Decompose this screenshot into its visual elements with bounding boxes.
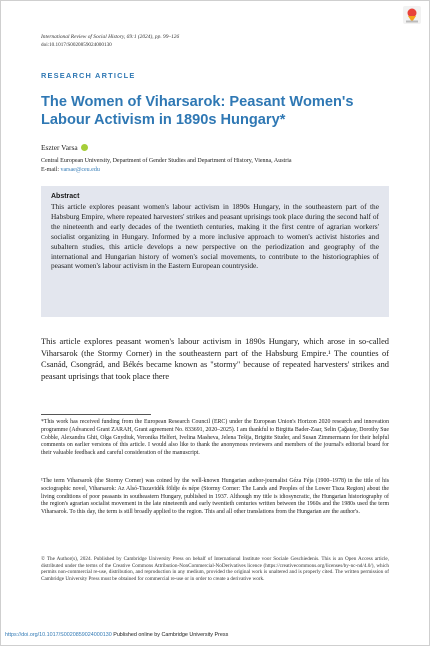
author-affiliation: Central European University, Department of Gender Studies and Department of History, Vienna, Austria [41, 158, 292, 164]
abstract-box [41, 186, 389, 317]
author-email-line [41, 167, 100, 173]
email-label: E-mail: [41, 167, 59, 173]
email-link[interactable]: varsae@ceu.edu [60, 167, 100, 173]
orcid-icon[interactable] [81, 144, 88, 151]
copyright-notice: © The Author(s), 2024. Published by Cambridge University Press on behalf of International Institute voor Sociale Geschiedenis. This is an Open Access article, distributed under the terms of the Creative Commons Attribution-NonCommercial-NoDerivatives licence (https://creativecommons.org/licenses/by-nc-nd/4.0/), which permits non-commercial re-use, distribution, and reproduction in any medium, provided the original work is unaltered and is properly cited. The written permission of Cambridge University Press must be obtained for commercial re-use or in order to create a derivative work. [41, 556, 389, 583]
article-doi: doi:10.1017/S0020859024000130 [41, 42, 112, 48]
author-name[interactable]: Eszter Varsa [41, 143, 78, 152]
journal-citation: International Review of Social History, 69:1 (2024), pp. 99–126 [41, 34, 180, 40]
bottom-bar [5, 632, 228, 638]
section-label: RESEARCH ARTICLE [41, 71, 136, 80]
footnote-acknowledgement: *This work has received funding from the European Research Council (ERC) under the European Union's Horizon 2020 research and innovation programme (Advanced Grant ZARAH, Grant agreement No. 833691, 2020–2025). I am thankful to Birgitta Bader-Zaar, Selin Çağatay, Dorothy Sue Cobble, Alexandra Ghit, Olga Gnydiuk, Veronika Helfert, Ivelina Masheva, Jelena Tešija, Brigitte Studer, and Susan Zimmermann for their helpful comments on earlier versions of this article. I would also like to thank the anonymous reviewers and members of the journal's editorial board for their valuable feedback and careful consideration of the manuscript. [41, 419, 389, 456]
footnote-1: ¹The term Viharsarok (the Stormy Corner) was coined by the well-known Hungarian author-journalist Géza Féja (1900–1978) in the title of his sociographic novel, Viharsarok: Az Alsó-Tiszavidék földje és népe (Stormy Corner: The Lands and Peoples of the Lower Tisza Region) about the living conditions of poor peasants in southeastern Hungary, published in 1937. Although my title is idiosyncratic, the Hungarian historiography of the region's agrarian socialist movement in the late nineteenth and early twentieth centuries written between the 1960s and the 1980s used the term Viharsarok. To this day, the term is still broadly applied to the region. This and all other translations from the Hungarian are the author's. [41, 478, 389, 515]
abstract-text: This article explores peasant women's labour activism in 1890s Hungary, in the southeastern part of the Habsburg Empire, where repeated harvesters' strikes and peasant uprisings took place during the second half of the nineteenth and early decades of the twentieth centuries, making it the first centre of agrarian workers' socialist organizing in Hungary. Informed by a more inclusive approach to women's activist histories and subaltern studies, this article develops a new perspective on the periodization and geography of the international and Hungarian history of women's social movements, to contribute to the historiographies of peasant women's labour activism in the Eastern European countryside. [51, 202, 379, 271]
author-line [41, 143, 88, 152]
check-for-updates-icon[interactable] [403, 6, 421, 24]
body-paragraph: This article explores peasant women's labour activism in 1890s Hungary, which arose in so-called Viharsarok (the Stormy Corner) in the southeastern part of the Habsburg Empire.¹ The counties of Csanád, Csongrád, and Békés became known as "stormy" because of repeated harvesters' strikes and peasant uprisings that took place there [41, 337, 389, 381]
abstract-heading: Abstract [51, 193, 80, 200]
published-online-text: Published online by Cambridge University Press [113, 632, 229, 638]
footnote-divider [41, 414, 151, 415]
doi-link[interactable]: https://doi.org/10.1017/S0020859024000130 [5, 632, 112, 638]
article-title: The Women of Viharsarok: Peasant Women's Labour Activism in 1890s Hungary* [41, 94, 354, 128]
